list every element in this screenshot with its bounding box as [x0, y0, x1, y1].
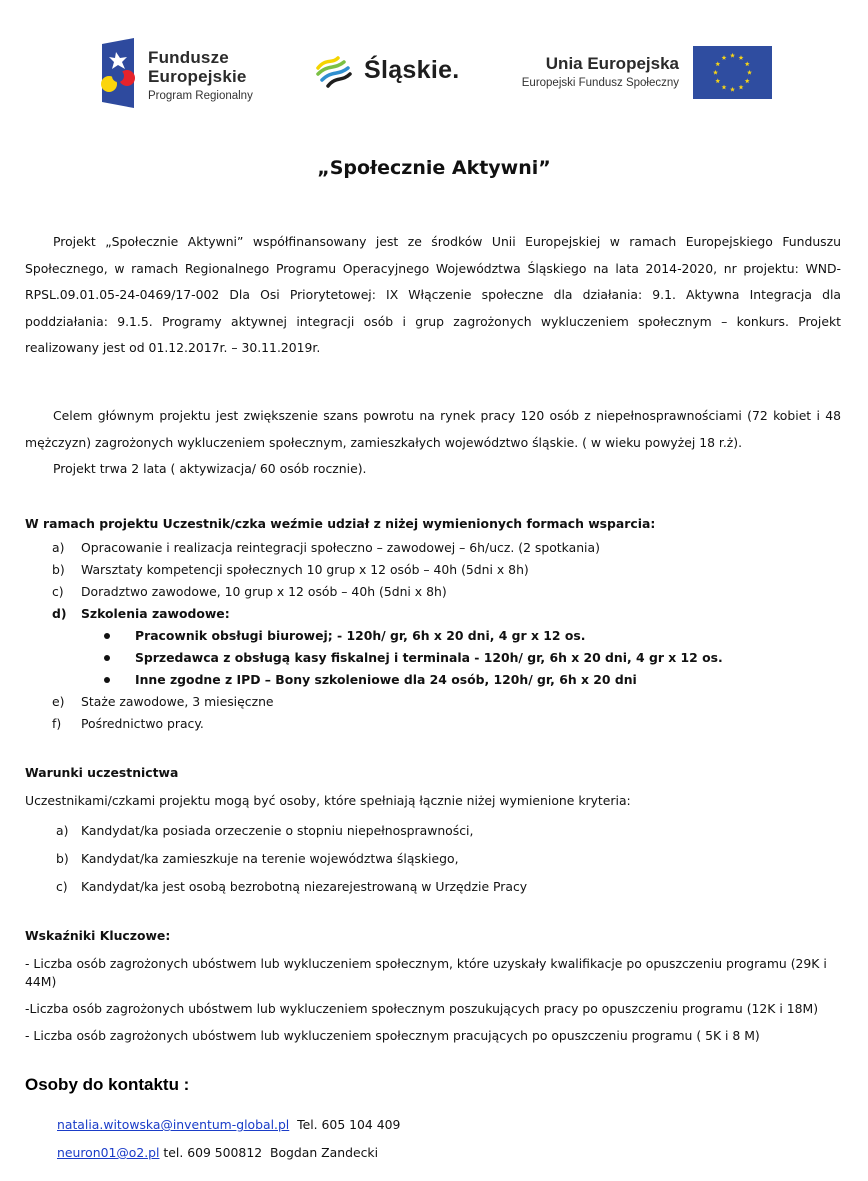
eu-star-icon — [739, 55, 744, 60]
fundusze-line1: Fundusze — [148, 48, 229, 67]
list-item-text: Opracowanie i realizacja reintegracji społeczno – zawodowej – 6h/ucz. (2 spotkania) — [81, 540, 600, 555]
list-marker: d) — [52, 606, 67, 621]
list-item-text: Doradztwo zawodowe, 10 grup x 12 osób – 40h (5dni x 8h) — [81, 584, 447, 599]
bullet-icon — [104, 677, 110, 683]
eu-flag-icon — [693, 46, 772, 99]
fundusze-line3: Program Regionalny — [148, 90, 253, 102]
condition-text: Kandydat/ka zamieszkuje na terenie województwa śląskiego, — [81, 851, 459, 866]
indicator-item: - Liczba osób zagrożonych ubóstwem lub wykluczeniem społecznym, które uzyskały kwalifikacje po opuszczeniu programu (29K i 44M) — [25, 956, 827, 989]
contact-details: Tel. 605 104 409 — [289, 1117, 401, 1132]
intro-text: Projekt „Społecznie Aktywni” współfinansowany jest ze środków Unii Europejskiej w ramach Europejskiego Funduszu Społecznego, w ramach Regionalnego Programu Operacyjnego Województwa Śląskiego na lata 2014-2020, nr projektu: WND-RPSL.09.01.05-24-0469/17-002 Dla Osi Priorytetowej: IX Włączenie społeczne dla działania: 9.1. Aktywna Integracja dla poddziałania: 9.1.5. Programy aktywnej integracji osób i grup zagrożonych wykluczeniem społecznym – konkurs. Projekt realizowany jest od 01.12.2017r. – 30.11.2019r. — [25, 234, 841, 356]
indicator-item: - Liczba osób zagrożonych ubóstwem lub wykluczeniem społecznym pracujących po opuszczeniu programu ( 5K i 8 M) — [25, 1028, 760, 1043]
training-text: Sprzedawca z obsługą kasy fiskalnej i terminala - 120h/ gr, 6h x 20 dni, 4 gr x 12 os. — [135, 650, 723, 665]
list-item-text: Staże zawodowe, 3 miesięczne — [81, 694, 274, 709]
bullet-icon — [104, 633, 110, 639]
eu-line2: Europejski Fundusz Społeczny — [521, 77, 679, 89]
list-marker: a) — [52, 540, 65, 555]
contacts-list — [57, 1115, 400, 1171]
conditions-intro: Uczestnikami/czkami projektu mogą być osoby, które spełniają łącznie niżej wymienione kryteria: — [25, 793, 631, 808]
contacts-heading: Osoby do kontaktu : — [25, 1075, 190, 1094]
eu-star-icon — [715, 61, 720, 66]
eu-star-icon — [747, 70, 752, 75]
document-title: „Społecznie Aktywni” — [317, 157, 551, 179]
slaskie-logo — [314, 52, 464, 92]
eu-star-icon — [745, 61, 750, 66]
eu-star-icon — [730, 87, 735, 92]
bullet-icon — [104, 655, 110, 661]
goal-paragraph — [25, 402, 841, 456]
list-item-text: Szkolenia zawodowe: — [81, 606, 230, 621]
fundusze-europejskie-flag-icon — [96, 38, 138, 108]
list-item-text: Pośrednictwo pracy. — [81, 716, 204, 731]
slaskie-text: Śląskie. — [364, 56, 460, 84]
contact-email-link[interactable]: natalia.witowska@inventum-global.pl — [57, 1117, 290, 1132]
contact-item — [57, 1143, 400, 1171]
list-marker: e) — [52, 694, 65, 709]
list-marker: c) — [56, 879, 68, 894]
contact-item — [57, 1115, 400, 1143]
training-text: Inne zgodne z IPD – Bony szkoleniowe dla 24 osób, 120h/ gr, 6h x 20 dni — [135, 672, 637, 687]
fundusze-line2: Europejskie — [148, 67, 247, 86]
list-item-text: Warsztaty kompetencji społecznych 10 grup x 12 osób – 40h (5dni x 8h) — [81, 562, 529, 577]
eu-star-icon — [715, 78, 720, 83]
eu-star-icon — [722, 55, 727, 60]
fundusze-europejskie-logo — [96, 38, 271, 108]
list-marker: b) — [56, 851, 69, 866]
contact-details: tel. 609 500812 Bogdan Zandecki — [159, 1145, 379, 1160]
conditions-heading: Warunki uczestnictwa — [25, 765, 179, 780]
contact-email-link[interactable]: neuron01@o2.pl — [57, 1145, 160, 1160]
eu-star-icon — [730, 53, 735, 58]
slaskie-waves-icon — [314, 54, 354, 90]
forms-heading: W ramach projektu Uczestnik/czka weźmie udział z niżej wymienionych formach wsparcia: — [25, 516, 656, 531]
condition-text: Kandydat/ka jest osobą bezrobotną niezarejestrowaną w Urzędzie Pracy — [81, 879, 528, 894]
condition-text: Kandydat/ka posiada orzeczenie o stopniu niepełnosprawności, — [81, 823, 474, 838]
indicators-list — [25, 955, 843, 1054]
goal-text: Celem głównym projektu jest zwiększenie szans powrotu na rynek pracy 120 osób z niepełnosprawnościami (72 kobiet i 48 mężczyzn) zagrożonych wykluczeniem społecznym, zamieszkałych województwo śląskie. ( w wieku powyżej 18 r.ż). — [25, 408, 841, 450]
eu-line1: Unia Europejska — [545, 54, 679, 73]
eu-star-icon — [745, 78, 750, 83]
eu-star-icon — [739, 85, 744, 90]
list-marker: c) — [52, 584, 64, 599]
training-text: Pracownik obsługi biurowej; - 120h/ gr, 6h x 20 dni, 4 gr x 12 os. — [135, 628, 586, 643]
eu-star-icon — [722, 85, 727, 90]
list-marker: f) — [52, 716, 62, 731]
list-marker: a) — [56, 823, 69, 838]
indicator-item: -Liczba osób zagrożonych ubóstwem lub wykluczeniem społecznym poszukujących pracy po opuszczeniu programu (12K i 18M) — [25, 1001, 819, 1016]
intro-paragraph — [25, 229, 841, 362]
eu-logo — [505, 46, 775, 102]
duration-text: Projekt trwa 2 lata ( aktywizacja/ 60 osób rocznie). — [53, 461, 367, 476]
eu-star-icon — [713, 70, 718, 75]
indicators-heading: Wskaźniki Kluczowe: — [25, 928, 171, 943]
list-marker: b) — [52, 562, 65, 577]
